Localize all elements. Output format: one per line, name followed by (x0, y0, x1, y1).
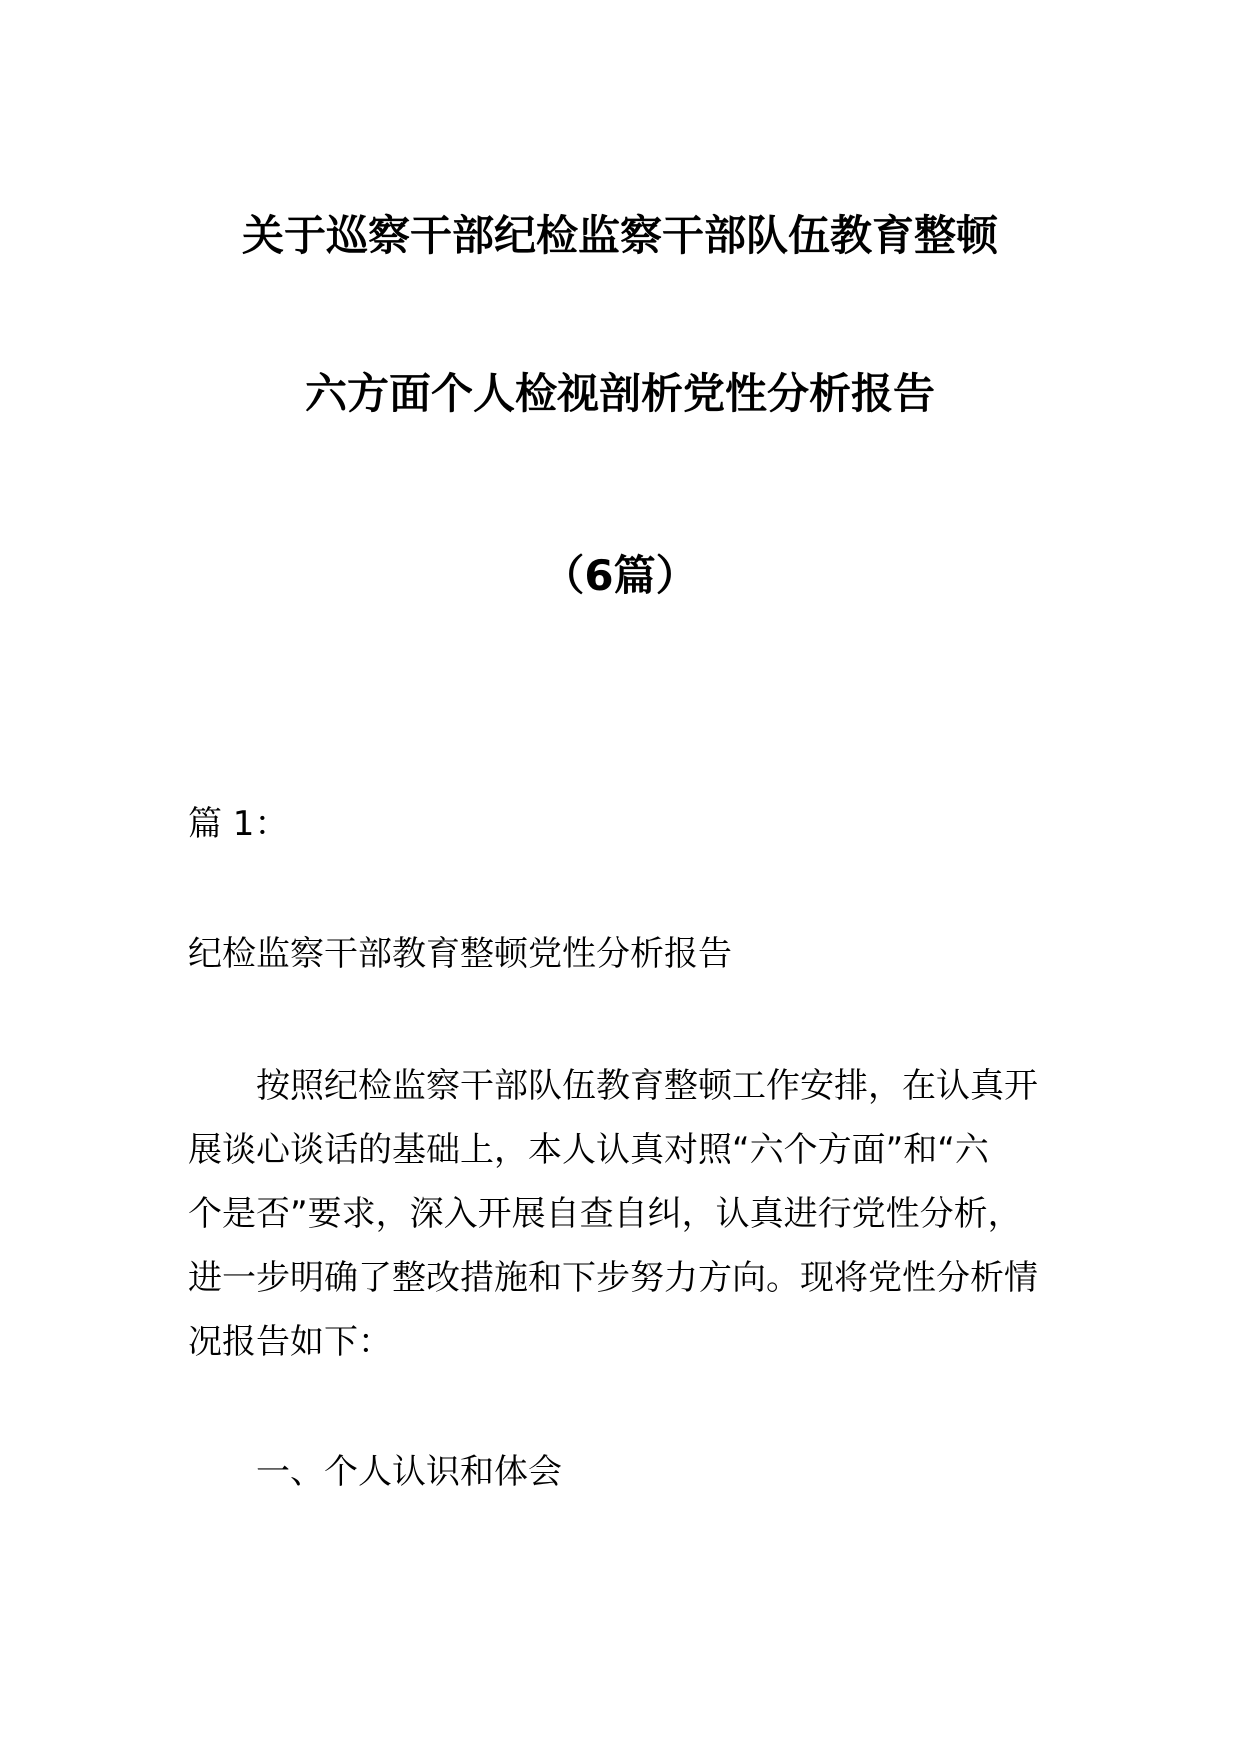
section-heading: 一、个人认识和体会 (256, 1452, 562, 1492)
title-line-1: 关于巡察干部纪检监察干部队伍教育整顿 (241, 211, 998, 260)
paragraph-line: 按照纪检监察干部队伍教育整顿工作安排，在认真开 (256, 1066, 1038, 1106)
title-count: （6篇） (542, 551, 698, 600)
paragraph-line: 个是否”要求，深入开展自查自纠，认真进行党性分析， (188, 1194, 1022, 1234)
report-subtitle: 纪检监察干部教育整顿党性分析报告 (188, 934, 732, 974)
paragraph-line: 进一步明确了整改措施和下步努力方向。现将党性分析情 (188, 1258, 1038, 1298)
section-label: 篇 1： (188, 804, 289, 844)
paragraph-line: 况报告如下： (188, 1322, 392, 1362)
paragraph-line: 展谈心谈话的基础上，本人认真对照“六个方面”和“六 (188, 1130, 989, 1170)
title-line-2: 六方面个人检视剖析党性分析报告 (304, 369, 935, 418)
